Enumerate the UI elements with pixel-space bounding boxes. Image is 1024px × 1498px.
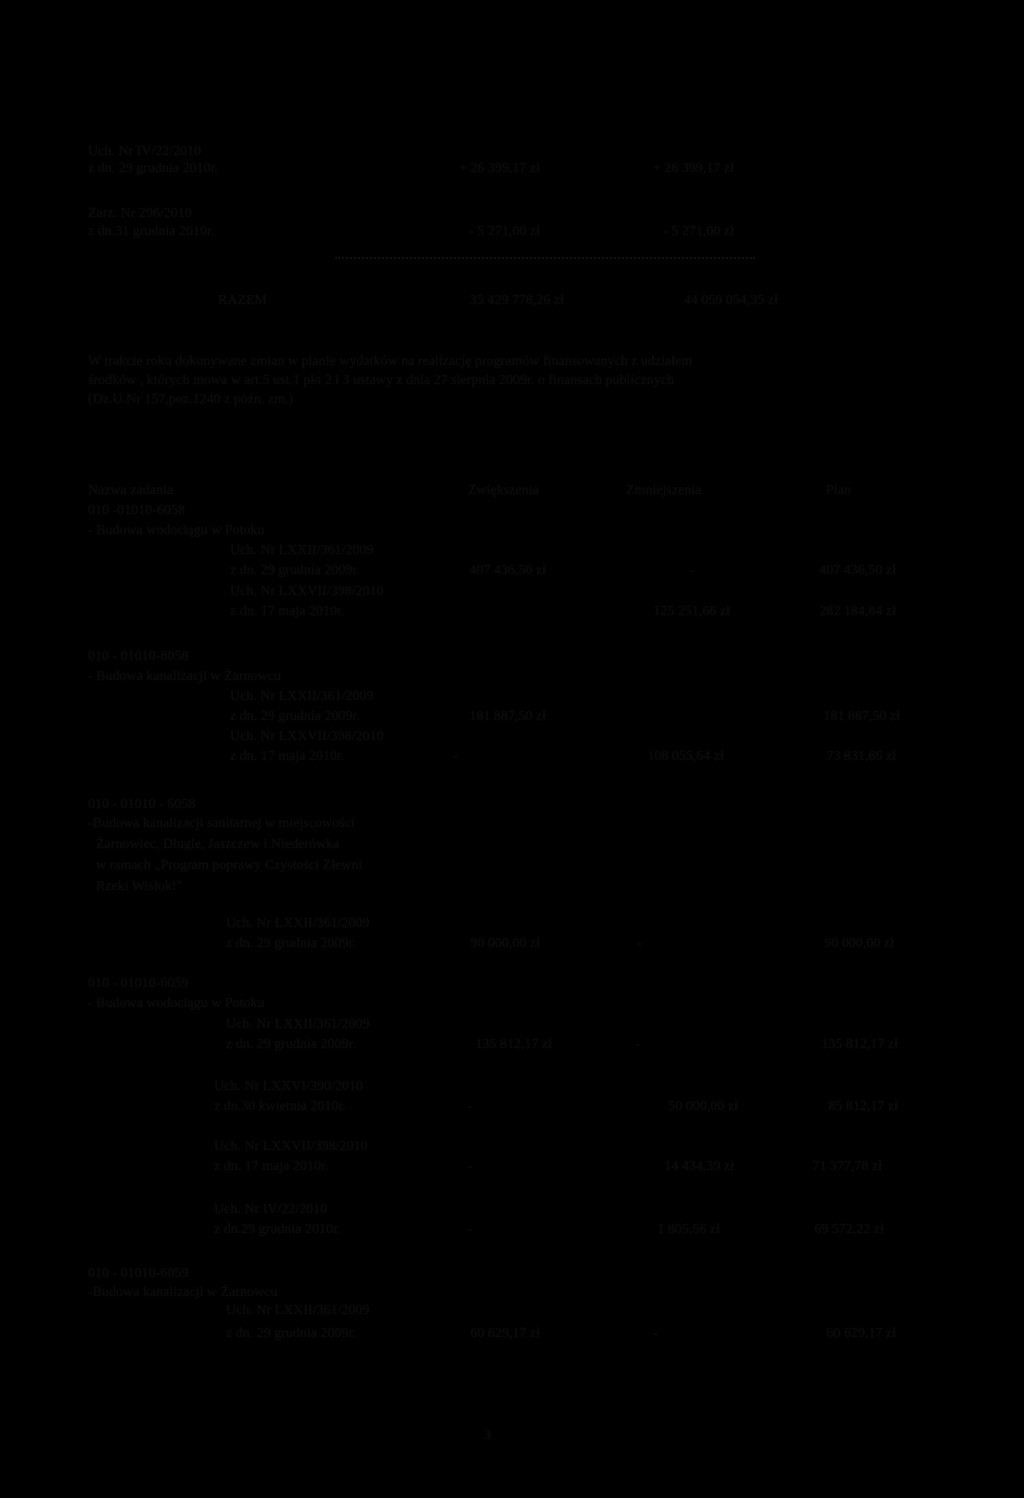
task-1-entry-1-ref: Uch. Nr LXXII/361/2009: [230, 543, 374, 558]
task-2-entry-2-plan: 73 831,86 zł: [826, 749, 896, 764]
paragraph-line-2: środków , których mowa w art.5 ust.1 pkt 2 i 3 ustawy z dnia 27 sierpnia 2009r. o finansach publicznych: [88, 373, 674, 388]
razem-label: RAZEM: [218, 293, 267, 308]
task-3-entry-1-date: z dn. 29 grudnia 2009r.: [226, 936, 356, 951]
task-5-entry-1-date: z dn. 29 grudnia 2009r.: [226, 1326, 356, 1341]
task-3-title-line-1: -Budowa kanalizacji sanitarnej w miejscowości: [88, 816, 355, 831]
task-1-entry-2-plan: 282 184,84 zł: [819, 604, 896, 619]
task-4-entry-1-ref: Uch. Nr LXXII/361/2009: [226, 1017, 370, 1032]
task-4-entry-1-date: z dn. 29 grudnia 2009r.: [226, 1037, 356, 1052]
task-3-entry-1-ref: Uch. Nr LXXII/361/2009: [226, 916, 370, 931]
paragraph-line-1: W trakcie roku dokonywane zmian w planie wydatków na realizację programów finansowanych z udziałem: [88, 354, 693, 369]
task-3-title-line-3: w ramach „Program poprawy Czystości Zlewni: [96, 858, 363, 873]
header-plan: Plan: [826, 483, 851, 498]
task-4-entry-3-plan: 71 377,78 zł: [812, 1159, 882, 1174]
task-2-entry-2-increase: -: [453, 749, 458, 764]
task-4-entry-2-increase: -: [467, 1099, 472, 1114]
task-5-entry-1-ref: Uch. Nr LXXII/361/2009: [226, 1303, 370, 1318]
task-1-entry-1-decrease: -: [689, 563, 694, 578]
task-4-entry-3-decrease: 14 434,39 zł: [664, 1159, 734, 1174]
task-4-entry-2-date: z dn.30 kwietnia 2010r.: [214, 1099, 346, 1114]
task-1-entry-2-ref: Uch. Nr LXXVII/398/2010: [230, 584, 384, 599]
task-1-title: - Budowa wodociągu w Potoku: [88, 523, 265, 538]
task-1-entry-1-plan: 407 436,50 zł: [819, 563, 896, 578]
task-4-entry-1-increase: 135 812,17 zł: [475, 1037, 552, 1052]
header-increase: Zwiększenia: [468, 483, 539, 498]
task-4-title: - Budowa wodociągu w Potoku: [88, 996, 265, 1011]
task-5-entry-1-decrease: -: [653, 1326, 658, 1341]
header-decrease: Zmniejszenia: [626, 483, 702, 498]
task-4-entry-2-ref: Uch. Nr LXXVI/390/2010: [214, 1079, 363, 1094]
task-1-entry-1-date: z dn. 29 grudnia 2009r.: [230, 563, 360, 578]
task-2-entry-1-ref: Uch. Nr LXXII/361/2009: [230, 689, 374, 704]
task-1-entry-1-increase: 407 436,50 zł: [469, 563, 546, 578]
task-2-entry-1-plan: 181 887,50 zł: [823, 709, 900, 724]
task-4-entry-2-decrease: 50 000,00 zł: [668, 1099, 738, 1114]
task-5-code: 010 - 01010-6059: [88, 1266, 189, 1281]
sum-separator: [335, 257, 755, 259]
task-4-entry-2-plan: 85 812,17 zł: [828, 1099, 898, 1114]
task-2-entry-2-date: z dn. 17 maja 2010r.: [230, 749, 345, 764]
task-3-entry-1-increase: 90 000,00 zł: [470, 936, 540, 951]
page-number: 3: [484, 1428, 491, 1443]
task-4-entry-4-decrease: 1 805,56 zł: [657, 1222, 720, 1237]
zarz-value-2: - 5 271,00 zł: [663, 224, 734, 239]
task-5-entry-1-plan: 60 629,17 zł: [826, 1326, 896, 1341]
zarz-ref: Zarz. Nr 296/2010: [88, 206, 192, 221]
task-3-entry-1-decrease: -: [637, 936, 642, 951]
razem-value-1: 35 429 778,26 zł: [469, 293, 564, 308]
task-1-entry-2-decrease: 125 251,66 zł: [653, 604, 730, 619]
task-2-entry-2-decrease: 108 055,64 zł: [647, 749, 724, 764]
task-4-entry-4-ref: Uch. Nr IV/22/2010: [214, 1202, 328, 1217]
razem-value-2: 44 059 054,35 zł: [683, 293, 778, 308]
task-4-entry-3-increase: -: [467, 1159, 472, 1174]
task-2-entry-2-ref: Uch. Nr LXXVII/398/2010: [230, 729, 384, 744]
task-4-entry-1-plan: 135 812,17 zł: [821, 1037, 898, 1052]
task-4-entry-3-ref: Uch. Nr LXXVII/398/2010: [214, 1139, 368, 1154]
paragraph-line-3: (Dz.U.Nr 157,poz.1240 z późn. zm.): [88, 392, 294, 407]
zarz-date: z dn.31 grudnia 2010r.: [88, 224, 215, 239]
task-2-title: - Budowa kanalizacji w Żarnowcu: [88, 669, 281, 684]
task-5-entry-1-increase: 60 629,17 zł: [470, 1326, 540, 1341]
task-5-title: -Budowa kanalizacji w Żarnowcu: [88, 1285, 278, 1300]
uch1-value-1: + 26 399,17 zł: [459, 161, 540, 176]
task-2-code: 010 - 01010-6058: [88, 649, 189, 664]
task-4-code: 010 - 01010-6059: [88, 976, 189, 991]
zarz-value-1: - 5 271,00 zł: [469, 224, 540, 239]
task-1-code: 010 -01010-6058: [88, 503, 185, 518]
uch1-date: z dn. 29 grudnia 2010r.: [88, 161, 218, 176]
task-4-entry-1-decrease: -: [635, 1037, 640, 1052]
header-task-name: Nazwa zadania: [88, 483, 174, 498]
task-4-entry-4-date: z dn.29 grudnia 2010r.: [214, 1222, 341, 1237]
task-3-entry-1-plan: 90 000,00 zł: [824, 936, 894, 951]
task-3-code: 010 - 01010 - 6058: [88, 797, 196, 812]
uch1-value-2: + 26 399,17 zł: [653, 161, 734, 176]
task-4-entry-4-increase: -: [467, 1222, 472, 1237]
task-2-entry-1-date: z dn. 29 grudnia 2009r.: [230, 709, 360, 724]
task-3-title-line-4: Rzeki Wisłok!": [96, 879, 183, 894]
task-2-entry-1-increase: 181 887,50 zł: [469, 709, 546, 724]
uch1-ref: Uch. Nr IV/22/2010: [88, 144, 202, 159]
task-4-entry-4-plan: 69 572,22 zł: [814, 1222, 884, 1237]
task-3-title-line-2: Żarnowiec, Długie, Jaszczew i Niederówka: [96, 837, 340, 852]
task-4-entry-3-date: z dn. 17 maja 2010r.: [214, 1159, 329, 1174]
task-1-entry-2-date: z dn. 17 maja 2010r.: [230, 604, 345, 619]
